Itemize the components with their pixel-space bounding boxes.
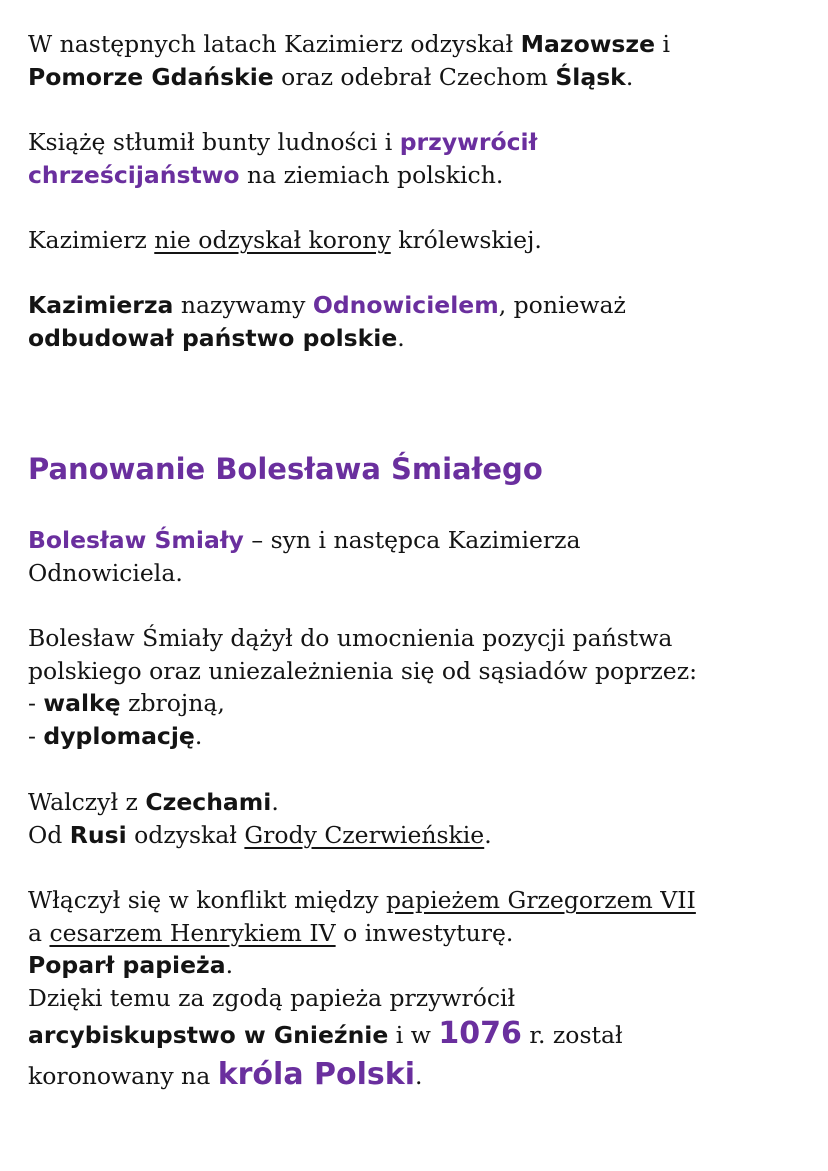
text: – syn i następca Kazimierza	[243, 526, 581, 554]
term-kazimierza: Kazimierza	[28, 291, 174, 319]
section-heading: Panowanie Bolesława Śmiałego	[28, 452, 543, 486]
paragraph-christianity	[28, 126, 808, 191]
text: królewskiej.	[390, 226, 542, 254]
paragraph-goals	[28, 622, 808, 752]
term-rusi: Rusi	[69, 820, 127, 849]
text: W następnych latach Kazimierz odzyskał	[28, 30, 521, 58]
list-item: - walkę zbrojną,	[28, 689, 225, 717]
text: Dzięki temu za zgodą papieża przywrócił	[28, 983, 516, 1012]
term-chrzescijanstwo: chrześcijaństwo	[28, 160, 240, 189]
term-krola-polski: króla Polski	[217, 1057, 415, 1092]
text: , ponieważ	[498, 291, 626, 319]
list-item: - dyplomację.	[28, 721, 203, 750]
text: polskiego oraz uniezależnienia się od sąsiadów poprzez:	[28, 656, 698, 685]
text: na ziemiach polskich.	[239, 160, 504, 189]
text: Książę stłumił bunty ludności i	[28, 128, 400, 156]
paragraph-boleslaw-intro	[28, 524, 808, 589]
term-year-1076: 1076	[438, 1016, 522, 1051]
paragraph-wars: Walczył z Czechami. Od Rusi odzyskał Grody Czerwieńskie.	[28, 788, 492, 849]
paragraph-odnowiciel	[28, 289, 808, 354]
underlined-phrase: papieżem Grzegorzem VII	[385, 886, 696, 914]
term-dyplomacje: dyplomację	[43, 721, 195, 750]
text: .	[625, 62, 634, 91]
paragraph-investiture: Włączył się w konflikt między papieżem Grzegorzem VII a cesarzem Henrykiem IV o inwestyturę. Poparł papieża. Dzięki temu za zgodą papieża przywrócił arcybiskupstwo w Gnieźnie i w 1076 r. został koronowany na króla Polski.	[28, 884, 808, 1096]
term-boleslaw-smialy: Bolesław Śmiały	[28, 526, 244, 554]
term-odnowicielem: Odnowicielem	[312, 291, 499, 319]
term-walke: walkę	[43, 689, 121, 717]
term-arcybiskupstwo: arcybiskupstwo w Gnieźnie	[28, 1021, 389, 1049]
underlined-phrase: cesarzem Henrykiem IV	[49, 918, 336, 947]
paragraph-crown	[28, 224, 808, 257]
paragraph-recovered-lands	[28, 28, 808, 93]
term-poparl-papieza: Poparł papieża	[28, 951, 226, 979]
text: i	[655, 30, 671, 58]
term-pomorze: Pomorze Gdańskie	[28, 62, 274, 91]
text: oraz odebrał Czechom	[273, 62, 556, 91]
term-mazowsze: Mazowsze	[520, 30, 656, 58]
text: Kazimierz	[28, 226, 155, 254]
term-slask: Śląsk	[555, 62, 626, 91]
text: Bolesław Śmiały dążył do umocnienia pozycji państwa	[28, 624, 673, 652]
text: Odnowiciela.	[28, 558, 183, 587]
text: .	[397, 323, 405, 352]
term-czechami: Czechami	[145, 788, 272, 816]
underlined-phrase: nie odzyskał korony	[154, 226, 391, 254]
text: nazywamy	[173, 291, 313, 319]
term-przywrocil: przywrócił	[399, 128, 538, 156]
underlined-phrase: Grody Czerwieńskie	[244, 820, 485, 849]
term-odbudowal: odbudował państwo polskie	[28, 323, 398, 352]
